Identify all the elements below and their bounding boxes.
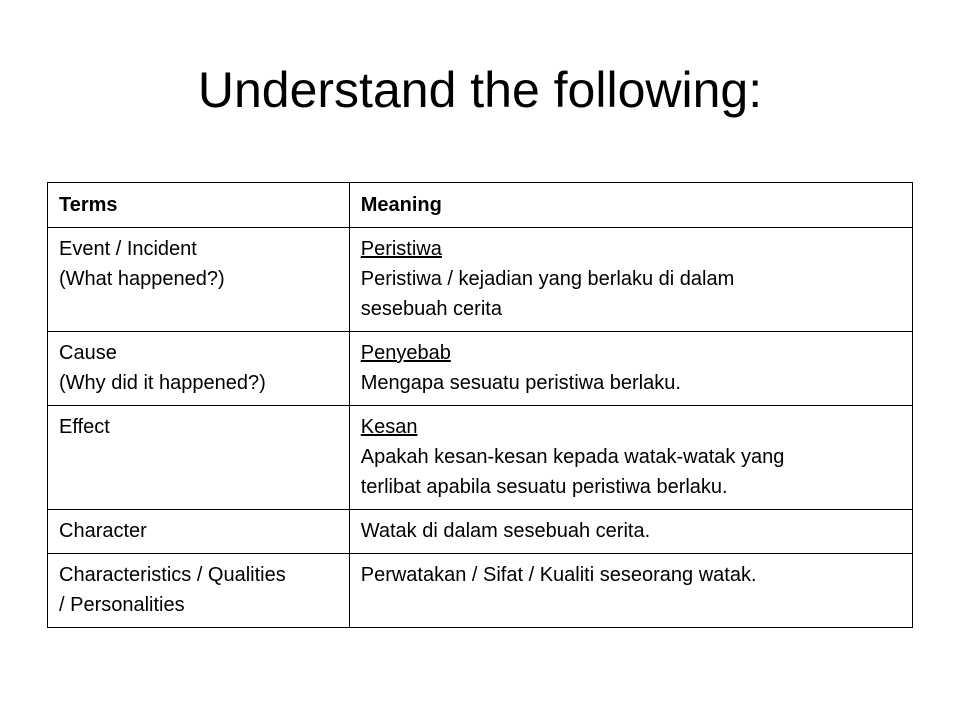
table-row <box>48 406 913 510</box>
term-text: Characteristics / Qualities <box>59 564 286 586</box>
table-row <box>48 510 913 554</box>
meaning-text: Peristiwa / kejadian yang berlaku di dalam <box>360 268 735 290</box>
meaning-text: sesebuah cerita <box>360 298 502 320</box>
meaning-heading: Peristiwa <box>360 238 442 260</box>
meaning-heading: Kesan <box>360 416 418 438</box>
table-row <box>48 554 913 628</box>
term-cell <box>48 554 350 628</box>
term-cell <box>48 510 350 554</box>
terms-table <box>47 182 913 628</box>
meaning-cell <box>349 332 912 406</box>
meaning-heading: Penyebab <box>360 342 451 364</box>
term-cell <box>48 228 350 332</box>
term-text: Character <box>59 520 147 542</box>
term-text: Cause <box>59 342 117 364</box>
term-cell <box>48 332 350 406</box>
table-header-row <box>48 183 913 228</box>
meaning-cell <box>349 406 912 510</box>
meaning-cell <box>349 554 912 628</box>
terms-column-header: Terms <box>48 183 350 228</box>
term-subtext: (Why did it happened?) <box>59 372 266 394</box>
meaning-text: Perwatakan / Sifat / Kualiti seseorang watak. <box>360 564 757 586</box>
table-row <box>48 332 913 406</box>
term-subtext: (What happened?) <box>59 268 225 290</box>
term-subtext: / Personalities <box>59 594 185 616</box>
meaning-cell <box>349 510 912 554</box>
term-text: Event / Incident <box>59 238 197 260</box>
term-cell <box>48 406 350 510</box>
meaning-text: Apakah kesan-kesan kepada watak-watak yang <box>360 446 785 468</box>
meaning-text: Watak di dalam sesebuah cerita. <box>360 520 651 542</box>
meaning-cell <box>349 228 912 332</box>
slide-title: Understand the following: <box>197 62 763 118</box>
table-row <box>48 228 913 332</box>
meaning-text: Mengapa sesuatu peristiwa berlaku. <box>360 372 681 394</box>
meaning-text: terlibat apabila sesuatu peristiwa berlaku. <box>360 476 728 498</box>
term-text: Effect <box>59 416 110 438</box>
meaning-column-header: Meaning <box>349 183 912 228</box>
